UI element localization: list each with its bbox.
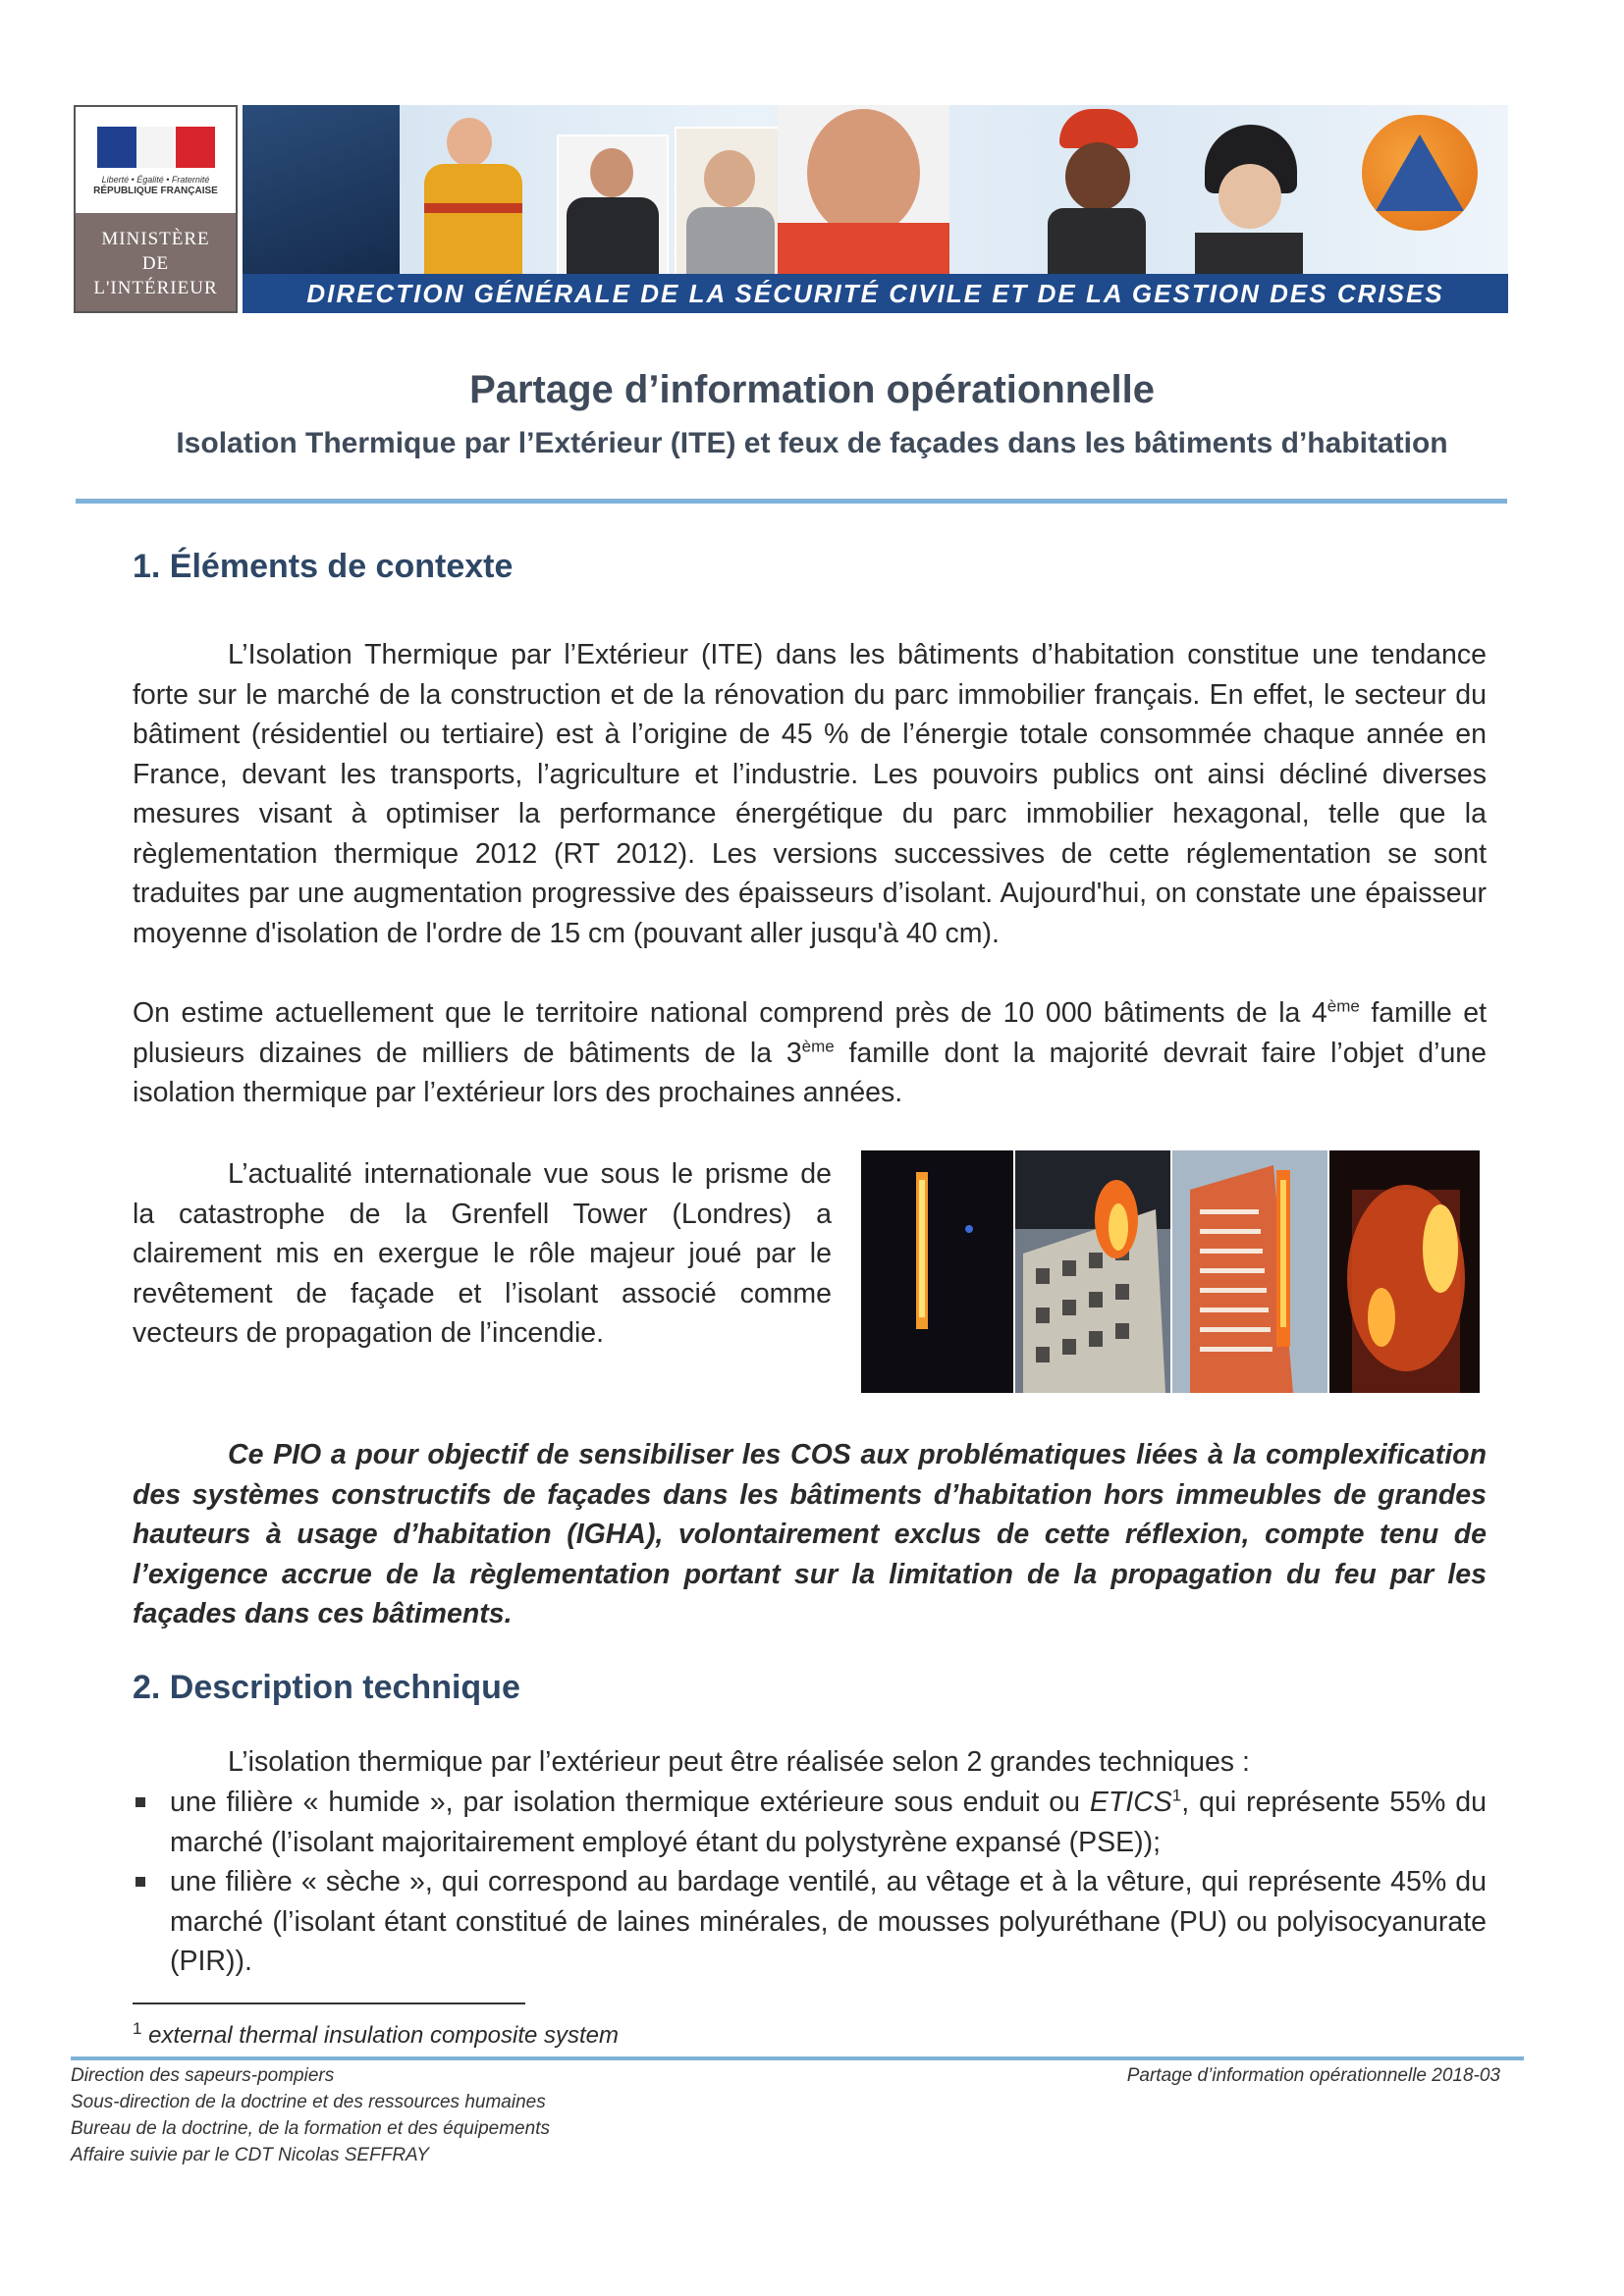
list-item: une filière « sèche », qui correspond au bardage ventilé, au vêtage et à la vêture, qui représente 45% du marché (l’isolant étant constitué de laines minérales, de mousses polyuréthane (PU) ou polyisocyanurate (PIR)). [133, 1862, 1487, 1982]
banner-photo-woman [1185, 125, 1313, 274]
banner-photo-helmet [243, 105, 400, 274]
footer-right: Partage d’information opérationnelle 2018-03 [1126, 2065, 1500, 2086]
page-subtitle: Isolation Thermique par l’Extérieur (ITE) et feux de façades dans les bâtiments d’habitation [176, 427, 1448, 459]
technique-list [133, 1783, 1487, 1982]
section-1-objective: Ce PIO a pour objectif de sensibiliser les COS aux problématiques liées à la complexification des systèmes constructifs de façades dans les bâtiments d’habitation hors immeubles de grandes hauteurs à usage d’habitation (IGHA), volontairement exclus de cette réflexion, compte tenu de l’exigence accrue de la règlementation portant sur la limitation de la propagation du feu par les façades dans ces bâtiments. [133, 1439, 1487, 1629]
page-title: Partage d’information opérationnelle [469, 368, 1155, 411]
banner-photo-officer [557, 134, 669, 278]
marianne-flag [97, 127, 215, 168]
ministry-name: MINISTÈRE DE L'INTÉRIEUR [76, 213, 236, 311]
banner-text: DIRECTION GÉNÉRALE DE LA SÉCURITÉ CIVILE ET DE LA GESTION DES CRISES [306, 278, 1444, 308]
title-divider [76, 499, 1507, 504]
list-item: une filière « humide », par isolation thermique extérieure sous enduit ou ETICS$^1$, qui représente 55% du marché (l’isolant majoritairement employé étant du polystyrène expansé (PSE)); [133, 1783, 1487, 1862]
section-1-paragraph-3: L’actualité internationale vue sous le prisme de la catastrophe de la Grenfell Tower (Londres) a clairement mis en exergue le rôle majeur joué par le revêtement de façade et l’isolant associé comme vecteurs de propagation de l’incendie. [133, 1158, 832, 1349]
banner-strip [243, 274, 1508, 313]
republic-motto: Liberté • Égalité • Fraternité [101, 175, 210, 185]
footer-left: Direction des sapeurs-pompiers Sous-direction de la doctrine et des ressources humaines Bureau de la doctrine, de la formation et des équipements Affaire suivie par le CDT Nicolas SEFFRAY [71, 2065, 550, 2165]
bullet-icon [135, 1877, 145, 1887]
footnote-divider [133, 2002, 525, 2004]
facade-fire-photos [861, 1150, 1480, 1393]
section-1-paragraph-2: On estime actuellement que le territoire national comprend près de 10 000 bâtiments de la 4ème famille et plusieurs dizaines de milliers de bâtiments de la 3ème famille dont la majorité devrait faire l’objet d’une isolation thermique par l’extérieur lors des prochaines années. [133, 996, 1487, 1108]
banner-photo-firefighter [409, 110, 537, 274]
header-banner [243, 105, 1508, 313]
republic-name: RÉPUBLIQUE FRANÇAISE [93, 186, 218, 196]
bullet-icon [135, 1797, 145, 1807]
section-2-intro: L’isolation thermique par l’extérieur peut être réalisée selon 2 grandes techniques : [228, 1746, 1250, 1778]
banner-photo-man [675, 127, 786, 278]
footnote: $^1$ external thermal insulation composite system [133, 2019, 620, 2049]
ministry-logo [74, 105, 238, 313]
footer-divider [71, 2056, 1524, 2060]
section-2-heading: 2. Description technique [133, 1669, 520, 1706]
banner-photo-smiling-man [778, 105, 949, 274]
section-1-heading: 1. Éléments de contexte [133, 548, 514, 585]
civil-protection-emblem [1362, 115, 1478, 231]
banner-photo-helmet-firefighter [1038, 105, 1156, 274]
section-1-paragraph-1: L’Isolation Thermique par l’Extérieur (ITE) dans les bâtiments d’habitation constitue une tendance forte sur le marché de la construction et de la rénovation du parc immobilier français. En effet, le secteur du bâtiment (résidentiel ou tertiaire) est à l’origine de 45 % de l’énergie totale consommée chaque année en France, devant les transports, l’agriculture et l’industrie. Les pouvoirs publics ont ainsi décliné diverses mesures visant à optimiser la performance énergétique du parc immobilier hexagonal, telle que la règlementation thermique 2012 (RT 2012). Les versions successives de cette réglementation se sont traduites par une augmentation progressive des épaisseurs d’isolant. Aujourd'hui, on constate une épaisseur moyenne d'isolation de l'ordre de 15 cm (pouvant aller jusqu'à 40 cm). [133, 639, 1487, 949]
